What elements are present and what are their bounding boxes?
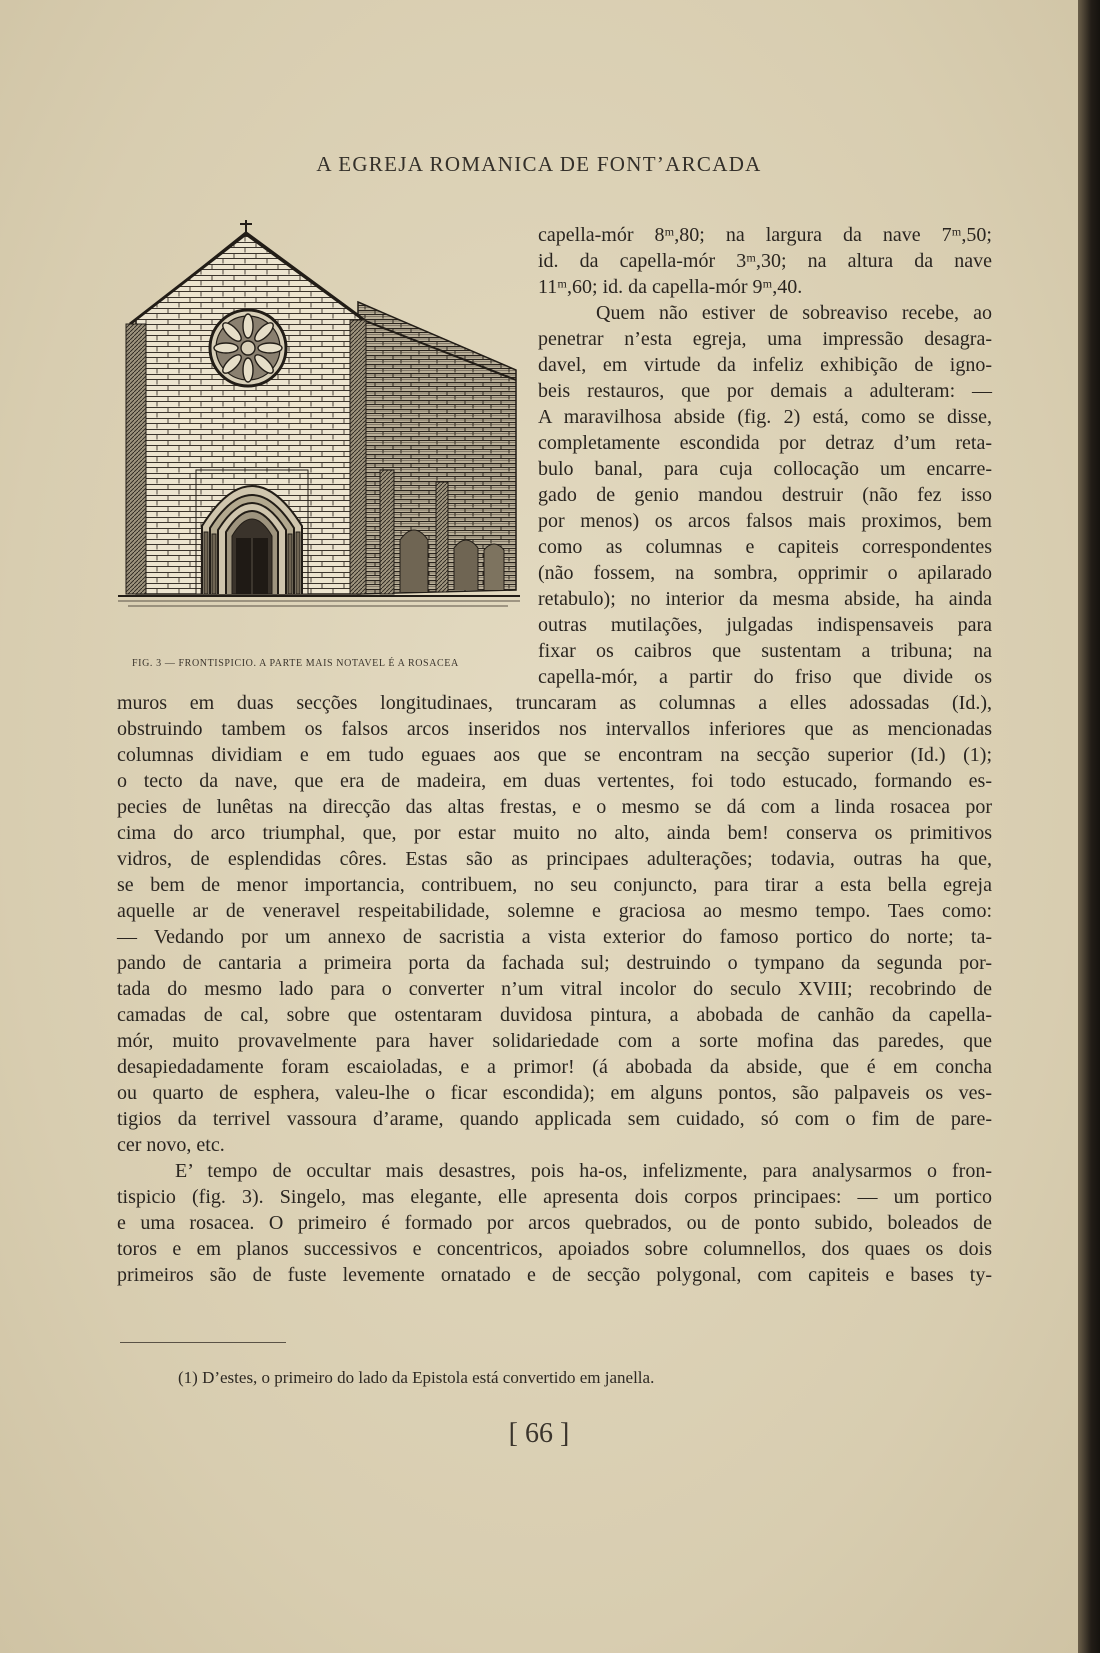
text-line: ou quarto de esphera, valeu-lhe o ficar escondida); em alguns pontos, são palpaveis os ves- bbox=[117, 1082, 992, 1104]
text-line: — Vedando por um annexo de sacristia a vista exterior do famoso portico do norte; ta- bbox=[117, 926, 992, 948]
text-line: 11ᵐ,60; id. da capella-mór 9ᵐ,40. bbox=[538, 276, 803, 298]
text-line: vidros, de esplendidas côres. Estas são as principaes adulterações; todavia, outras ha que, bbox=[117, 848, 992, 870]
book-edge-shadow bbox=[1078, 0, 1100, 1653]
text-line: toros e em planos successivos e concentricos, apoiados sobre columnellos, dos quaes os dois bbox=[117, 1238, 992, 1260]
text-line: aquelle ar de veneravel respeitabilidade, solemne e graciosa ao mesmo tempo. Taes como: bbox=[117, 900, 992, 922]
text-line: completamente escondida por detraz d’um reta- bbox=[538, 432, 992, 454]
text-line: capella-mór 8ᵐ,80; na largura da nave 7ᵐ,50; bbox=[538, 224, 992, 246]
text-line: por menos) os arcos falsos mais proximos, bem bbox=[538, 510, 992, 532]
text-line: tada do mesmo lado para o converter n’um vitral incolor do seculo XVIII; recobrindo de bbox=[117, 978, 992, 1000]
text-line: se bem de menor importancia, contribuem, no seu conjuncto, para tirar a esta bella egreja bbox=[117, 874, 992, 896]
text-line: gado de genio mandou destruir (não fez isso bbox=[538, 484, 992, 506]
text-line: id. da capella-mór 3ᵐ,30; na altura da nave bbox=[538, 250, 992, 272]
text-line: capella-mór, a partir do friso que divide os bbox=[538, 666, 992, 688]
figure-caption: FIG. 3 — FRONTISPICIO. A PARTE MAIS NOTAVEL É A ROSACEA bbox=[132, 658, 459, 669]
text-line: pando de cantaria a primeira porta da fachada sul; destruindo o tympano da segunda por- bbox=[117, 952, 992, 974]
text-line: tispicio (fig. 3). Singelo, mas elegante, elle apresenta dois corpos principaes: — um portico bbox=[117, 1186, 992, 1208]
text-line: muros em duas secções longitudinaes, truncaram as columnas a elles adossadas (Id.), bbox=[117, 692, 992, 714]
text-line: tigios da terrivel vassoura d’arame, quando applicada sem cuidado, só com o fim de pare- bbox=[117, 1108, 992, 1130]
text-line: E’ tempo de occultar mais desastres, pois ha-os, infelizmente, para analysarmos o fron- bbox=[175, 1160, 992, 1182]
text-line: como as columnas e capiteis correspondentes bbox=[538, 536, 992, 558]
text-line: obstruindo tambem os falsos arcos inseridos nos intervallos inferiores que as mencionadas bbox=[117, 718, 992, 740]
footnote-rule bbox=[120, 1342, 286, 1343]
text-line: mór, muito provavelmente para haver solidariedade com a sorte mofina das paredes, que bbox=[117, 1030, 992, 1052]
church-facade-illustration bbox=[118, 220, 520, 650]
text-line: retabulo); no interior da mesma abside, ha ainda bbox=[538, 588, 992, 610]
running-head: A EGREJA ROMANICA DE FONT’ARCADA bbox=[316, 152, 762, 176]
text-line: primeiros são de fuste levemente ornatado e de secção polygonal, com capiteis e bases ty- bbox=[117, 1264, 992, 1286]
text-line: fixar os caibros que sustentam a tribuna; na bbox=[538, 640, 992, 662]
text-line: A maravilhosa abside (fig. 2) está, como se disse, bbox=[538, 406, 992, 428]
text-line: cer novo, etc. bbox=[117, 1134, 225, 1156]
text-line: beis restauros, que por demais a adulteram: — bbox=[538, 380, 992, 402]
text-line: outras mutilações, julgadas indispensaveis para bbox=[538, 614, 992, 636]
text-line: Quem não estiver de sobreaviso recebe, ao bbox=[596, 302, 992, 324]
text-line: davel, em virtude da infeliz exhibição de igno- bbox=[538, 354, 992, 376]
text-line: e uma rosacea. O primeiro é formado por arcos quebrados, ou de ponto subido, boleados de bbox=[117, 1212, 992, 1234]
footnote: (1) D’estes, o primeiro do lado da Epistola está convertido em janella. bbox=[178, 1368, 655, 1387]
text-line: columnas dividiam e em tudo eguaes aos que se encontram na secção superior (Id.) (1); bbox=[117, 744, 992, 766]
text-line: penetrar n’esta egreja, uma impressão desagra- bbox=[538, 328, 992, 350]
text-line: cima do arco triumphal, que, por estar muito no alto, ainda bem! conserva os primitivos bbox=[117, 822, 992, 844]
text-line: camadas de cal, sobre que ostentaram duvidosa pintura, a abobada de canhão da capella- bbox=[117, 1004, 992, 1026]
text-line: pecies de lunêtas na direcção das altas frestas, e o mesmo se dá com a linda rosacea por bbox=[117, 796, 992, 818]
text-line: o tecto da nave, que era de madeira, em duas vertentes, foi todo estucado, formando es- bbox=[117, 770, 992, 792]
text-line: bulo banal, para cuja collocação um encarre- bbox=[538, 458, 992, 480]
text-line: desapiedadamente foram escaioladas, e a primor! (á abobada da abside, que é em concha bbox=[117, 1056, 992, 1078]
text-line: (não fossem, na sombra, opprimir o apilarado bbox=[538, 562, 992, 584]
page-number: [ 66 ] bbox=[508, 1418, 570, 1449]
